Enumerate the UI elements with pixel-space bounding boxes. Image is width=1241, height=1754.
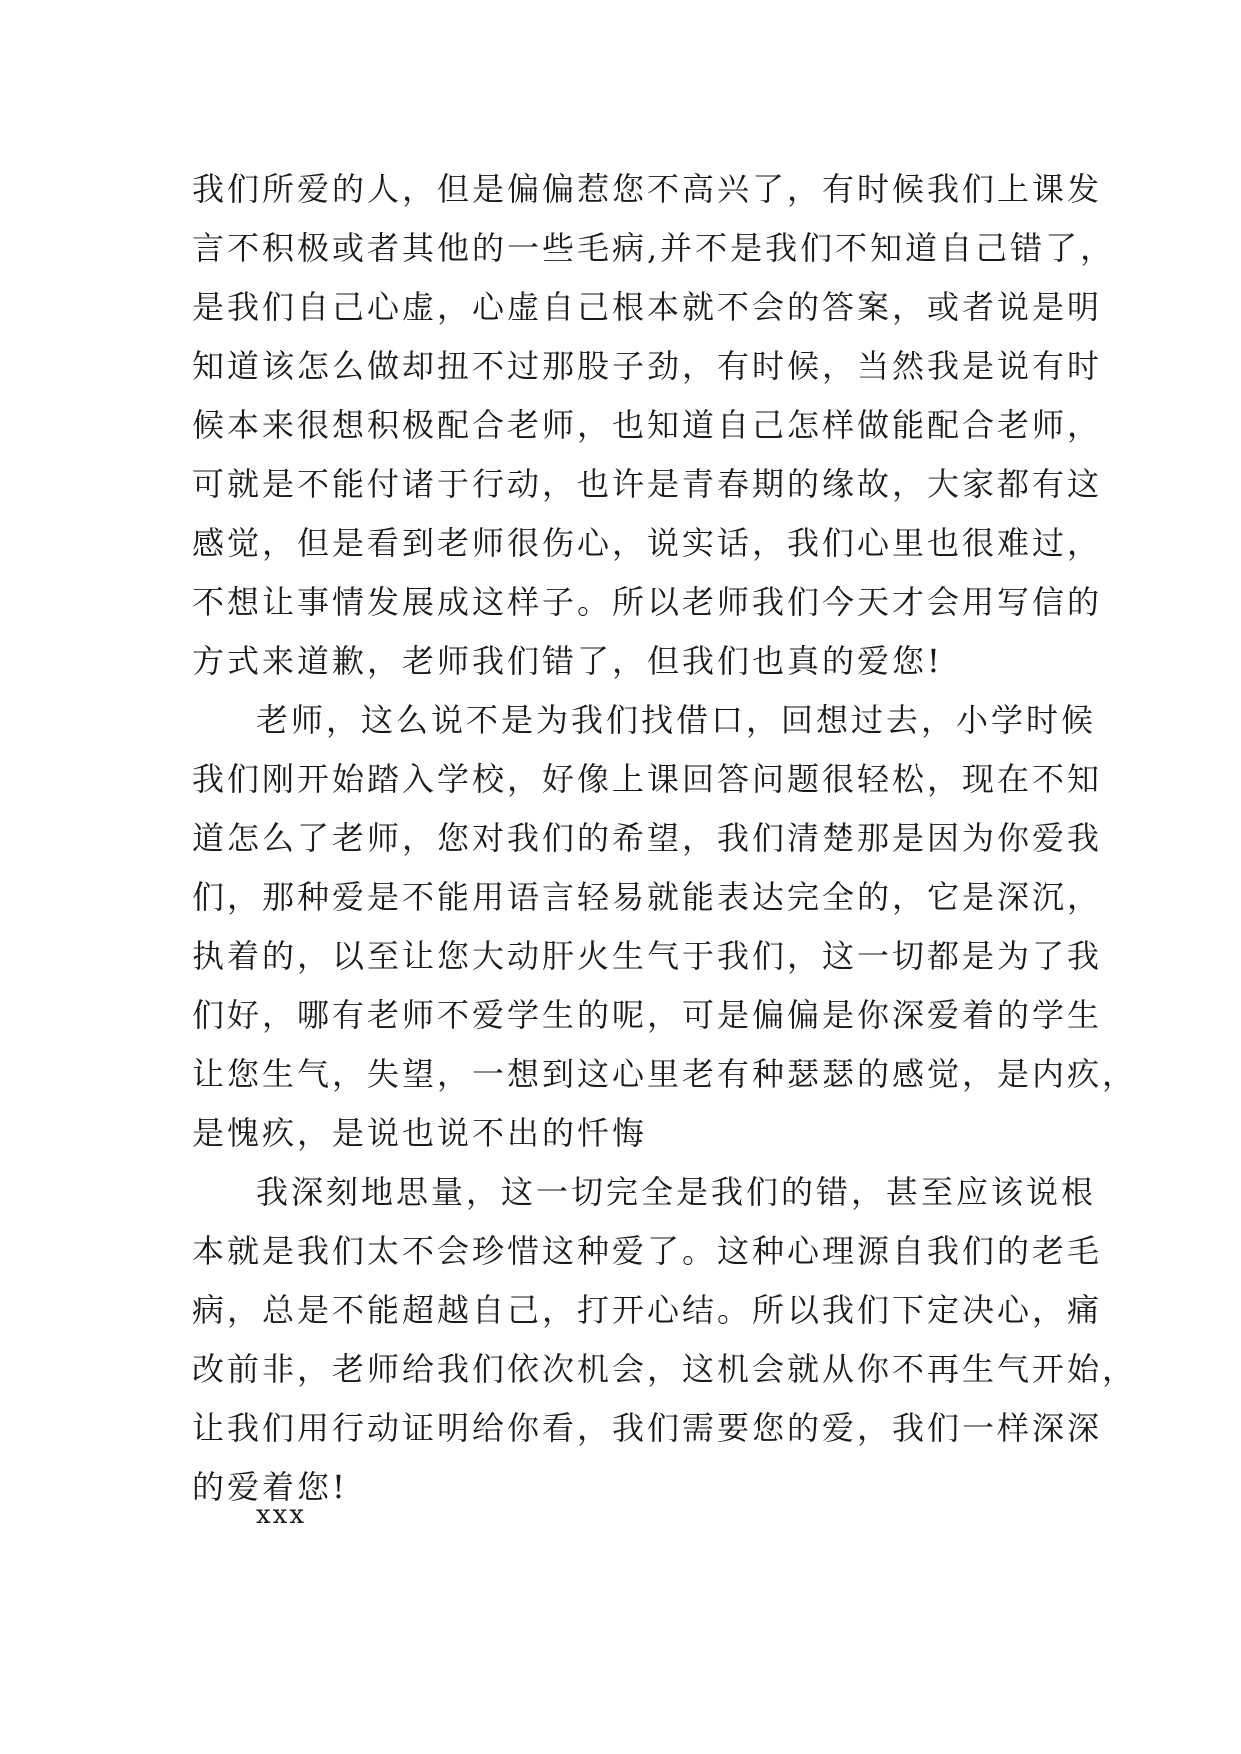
text-line: 本就是我们太不会珍惜这种爱了。这种心理源自我们的老毛 [192,1232,1103,1270]
text-line: 是我们自己心虚，心虚自己根本就不会的答案，或者说是明 [192,288,1103,326]
text-line: 方式来道歉，老师我们错了，但我们也真的爱您! [192,642,943,680]
text-line: 老师，这么说不是为我们找借口，回想过去，小学时候 [256,701,1097,739]
letter-body [192,160,1138,1517]
text-line: 执着的，以至让您大动肝火生气于我们，这一切都是为了我 [192,937,1103,975]
text-line: 道怎么了老师，您对我们的希望，我们清楚那是因为你爱我 [192,819,1103,857]
paragraph-3 [192,1163,1138,1517]
text-line: 我们刚开始踏入学校，好像上课回答问题很轻松，现在不知 [192,760,1103,798]
text-line: 们好，哪有老师不爱学生的呢，可是偏偏是你深爱着的学生 [192,996,1103,1034]
text-line: 们，那种爱是不能用语言轻易就能表达完全的，它是深沉， [192,878,1103,916]
text-line: 言不积极或者其他的一些毛病,并不是我们不知道自己错了， [192,229,1116,267]
text-line: 可就是不能付诸于行动，也许是青春期的缘故，大家都有这 [192,465,1103,503]
text-line: 改前非，老师给我们依次机会，这机会就从你不再生气开始， [192,1350,1138,1388]
text-line: 让您生气，失望，一想到这心里老有种瑟瑟的感觉，是内疚， [192,1055,1138,1093]
text-line: 让我们用行动证明给你看，我们需要您的爱，我们一样深深 [192,1409,1103,1447]
text-line: 是愧疚，是说也说不出的忏悔 [192,1114,648,1152]
text-line: 病，总是不能超越自己，打开心结。所以我们下定决心，痛 [192,1291,1103,1329]
paragraph-2 [192,691,1138,1163]
signature: xxx [256,1500,306,1530]
text-line: 我们所爱的人，但是偏偏惹您不高兴了，有时候我们上课发 [192,170,1103,208]
text-line: 我深刻地思量，这一切完全是我们的错，甚至应该说根 [256,1173,1097,1211]
text-line: 的爱着您! [192,1468,348,1506]
text-line: 候本来很想积极配合老师，也知道自己怎样做能配合老师， [192,406,1103,444]
text-line: 感觉，但是看到老师很伤心，说实话，我们心里也很难过， [192,524,1103,562]
paragraph-1 [192,160,1116,691]
text-line: 不想让事情发展成这样子。所以老师我们今天才会用写信的 [192,583,1103,621]
text-line: 知道该怎么做却扭不过那股子劲，有时候，当然我是说有时 [192,347,1103,385]
